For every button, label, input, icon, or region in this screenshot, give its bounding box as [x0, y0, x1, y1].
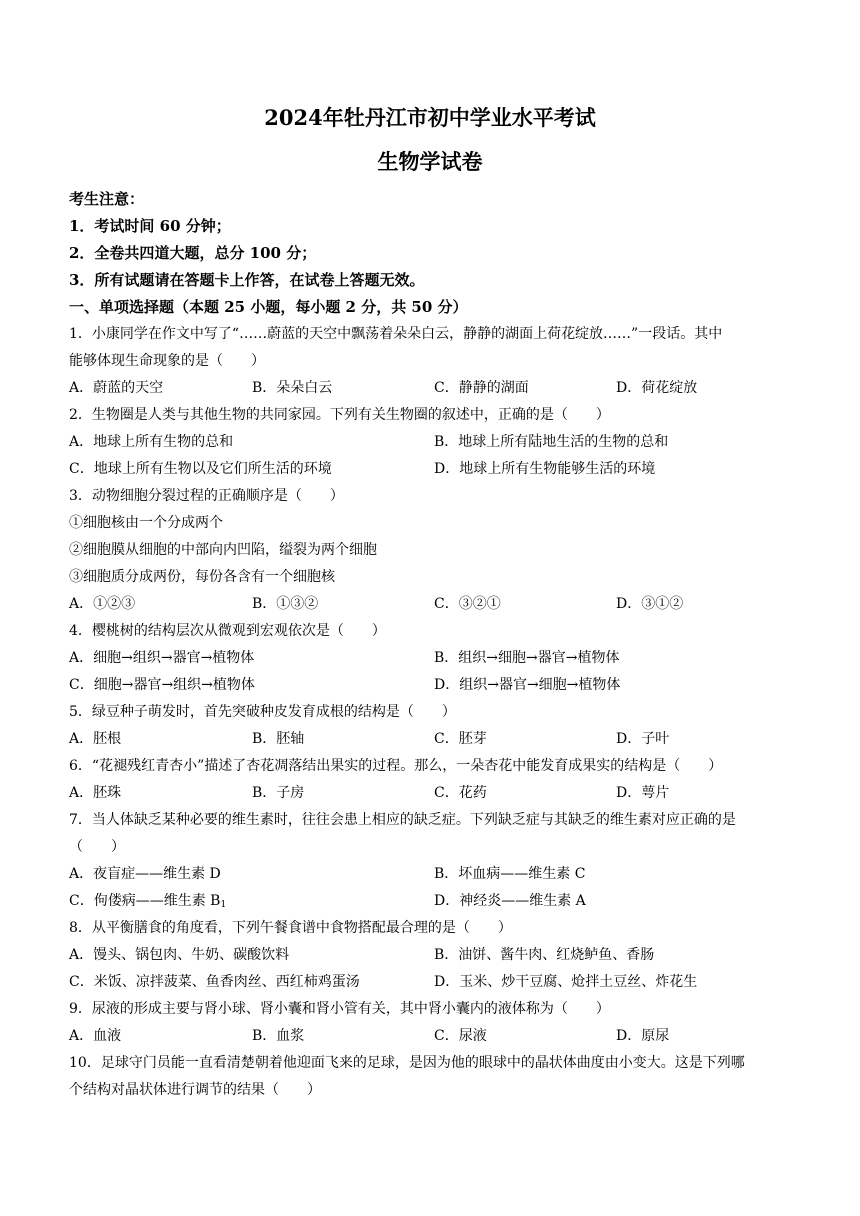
question-9-line-1: 9．尿液的形成主要与肾小球、肾小囊和肾小管有关，其中肾小囊内的液体称为（ ）: [69, 1001, 610, 1017]
question-3-line-3: ②细胞膜从细胞的中部向内凹陷，缢裂为两个细胞: [69, 542, 377, 558]
question-2-option-b: B．地球上所有陆地生活的生物的总和: [434, 434, 669, 450]
notice-item-2: 2．全卷共四道大题，总分 100 分；: [69, 244, 317, 262]
question-1-option-b: B．朵朵白云: [252, 380, 333, 396]
question-5-option-a: A．胚根: [69, 731, 122, 747]
question-9-option-c: C．尿液: [434, 1028, 487, 1044]
question-7-option-c: [69, 891, 226, 911]
section-heading: 一、单项选择题（本题 25 小题，每小题 2 分，共 50 分）: [69, 298, 468, 316]
question-1-option-c: C．静静的湖面: [434, 380, 529, 396]
question-7-option-c-text: C．佝偻病——维生素 B: [69, 893, 221, 909]
question-7-line-2: （ ）: [69, 839, 125, 855]
question-3-option-a: A．①②③: [69, 596, 136, 612]
question-3-line-2: ①细胞核由一个分成两个: [69, 515, 223, 531]
question-6-option-c: C．花药: [434, 785, 487, 801]
question-5-option-d: D．子叶: [616, 731, 670, 747]
question-4-option-a: A．细胞→组织→器官→植物体: [69, 650, 255, 666]
notice-item-3: 3．所有试题请在答题卡上作答，在试卷上答题无效。: [69, 271, 425, 289]
notice-item-1: 1．考试时间 60 分钟；: [69, 217, 231, 235]
question-10-line-2: 个结构对晶状体进行调节的结果（ ）: [69, 1082, 321, 1098]
question-8-option-d: D．玉米、炒干豆腐、炝拌土豆丝、炸花生: [434, 974, 698, 990]
question-1-line-1: 1．小康同学在作文中写了“……蔚蓝的天空中飘荡着朵朵白云，静静的湖面上荷花绽放……”一段话。其中: [69, 326, 723, 342]
question-1-option-d: D．荷花绽放: [616, 380, 698, 396]
question-3-line-1: 3．动物细胞分裂过程的正确顺序是（ ）: [69, 488, 344, 504]
question-1-option-a: A．蔚蓝的天空: [69, 380, 164, 396]
question-2-line-1: 2．生物圈是人类与其他生物的共同家园。下列有关生物圈的叙述中，正确的是（ ）: [69, 407, 610, 423]
question-2-option-a: A．地球上所有生物的总和: [69, 434, 234, 450]
question-10-line-1: 10．足球守门员能一直看清楚朝着他迎面飞来的足球，是因为他的眼球中的晶状体曲度由小变大。这是下列哪: [69, 1055, 745, 1071]
question-8-option-c: C．米饭、凉拌菠菜、鱼香肉丝、西红柿鸡蛋汤: [69, 974, 360, 990]
question-4-option-b: B．组织→细胞→器官→植物体: [434, 650, 620, 666]
question-4-line-1: 4．樱桃树的结构层次从微观到宏观依次是（ ）: [69, 623, 386, 639]
exam-subtitle: 生物学试卷: [377, 149, 483, 174]
vitamin-subscript: 1: [220, 900, 227, 910]
question-7-option-b: B．坏血病——维生素 C: [434, 866, 586, 882]
question-4-option-c: C．细胞→器官→组织→植物体: [69, 677, 255, 693]
question-3-option-b: B．①③②: [252, 596, 319, 612]
question-9-option-a: A．血液: [69, 1028, 122, 1044]
question-8-option-a: A．馒头、锅包肉、牛奶、碳酸饮料: [69, 947, 290, 963]
question-6-option-b: B．子房: [252, 785, 305, 801]
question-7-option-a: A．夜盲症——维生素 D: [69, 866, 221, 882]
question-5-option-c: C．胚芽: [434, 731, 487, 747]
question-2-option-c: C．地球上所有生物以及它们所生活的环境: [69, 461, 332, 477]
question-9-option-b: B．血浆: [252, 1028, 305, 1044]
question-9-option-d: D．原尿: [616, 1028, 670, 1044]
question-8-line-1: 8．从平衡膳食的角度看，下列午餐食谱中食物搭配最合理的是（ ）: [69, 920, 512, 936]
question-6-option-d: D．萼片: [616, 785, 670, 801]
question-2-option-d: D．地球上所有生物能够生活的环境: [434, 461, 656, 477]
question-5-option-b: B．胚轴: [252, 731, 305, 747]
question-3-option-c: C．③②①: [434, 596, 501, 612]
question-6-option-a: A．胚珠: [69, 785, 122, 801]
notice-heading: 考生注意：: [69, 190, 145, 208]
question-7-option-d: D．神经炎——维生素 A: [434, 893, 586, 909]
question-3-option-d: D．③①②: [616, 596, 684, 612]
question-5-line-1: 5．绿豆种子萌发时，首先突破种皮发育成根的结构是（ ）: [69, 704, 456, 720]
question-8-option-b: B．油饼、酱牛肉、红烧鲈鱼、香肠: [434, 947, 655, 963]
question-7-line-1: 7．当人体缺乏某种必要的维生素时，往往会患上相应的缺乏症。下列缺乏症与其缺乏的维生素对应正确的是: [69, 812, 736, 828]
question-4-option-d: D．组织→器官→细胞→植物体: [434, 677, 621, 693]
question-1-line-2: 能够体现生命现象的是（ ）: [69, 353, 265, 369]
exam-title: 2024年牡丹江市初中学业水平考试: [264, 105, 596, 130]
question-3-line-4: ③细胞质分成两份，每份各含有一个细胞核: [69, 569, 335, 585]
question-6-line-1: 6．“花褪残红青杏小”描述了杏花凋落结出果实的过程。那么，一朵杏花中能发育成果实的结构是（ ）: [69, 758, 723, 774]
